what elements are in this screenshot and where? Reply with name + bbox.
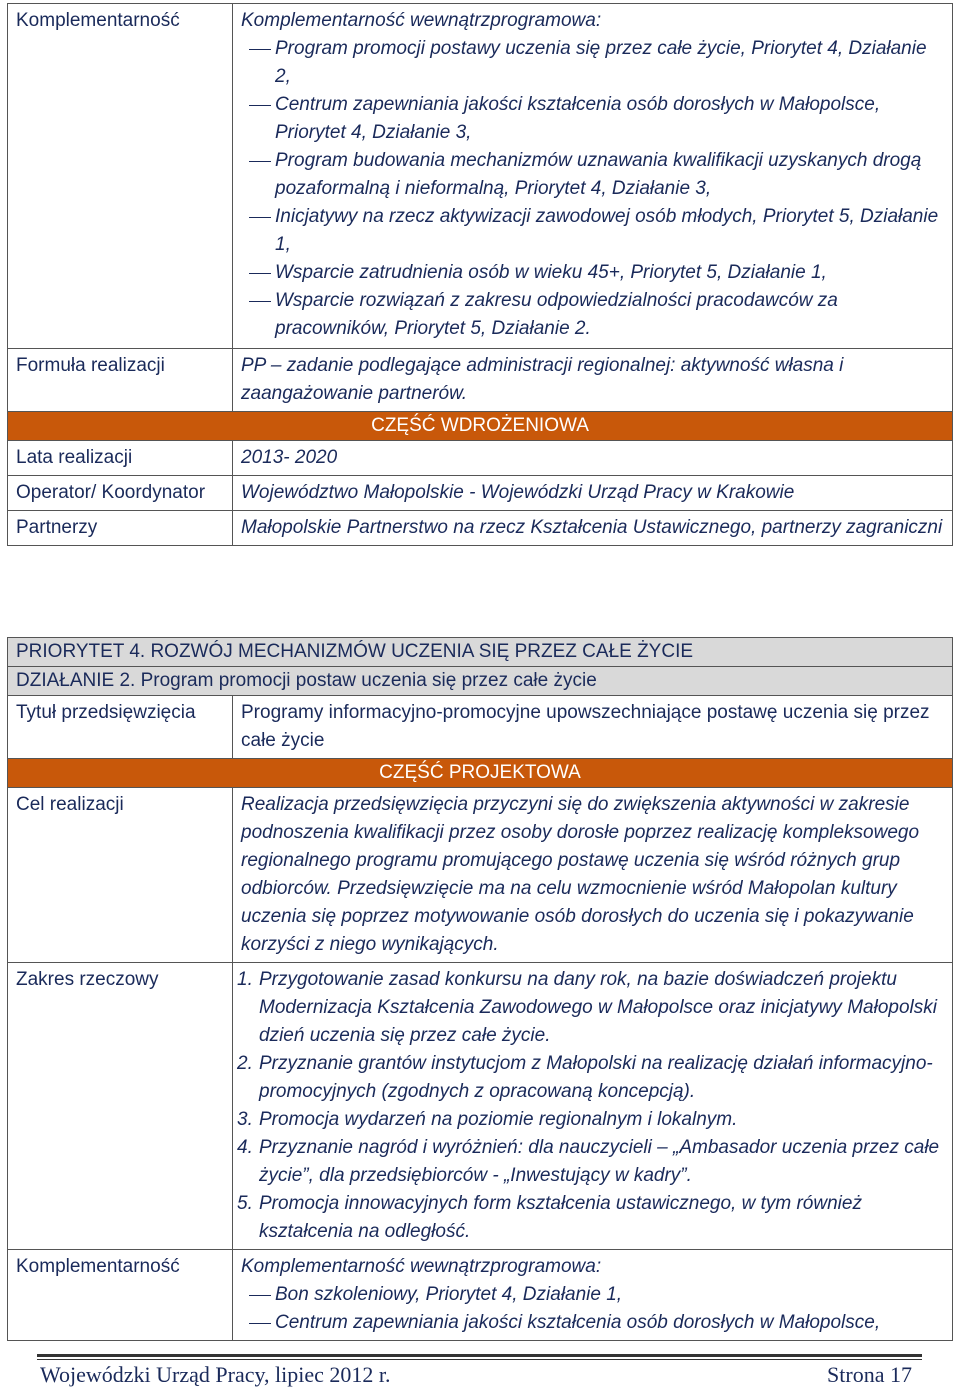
- priorytet-header: PRIORYTET 4. ROZWÓJ MECHANIZMÓW UCZENIA SIĘ PRZEZ CAŁE ŻYCIE: [8, 638, 953, 667]
- komplementarnosc-list: [241, 35, 944, 343]
- table-row: [8, 4, 953, 349]
- list-item: Centrum zapewniania jakości kształcenia osób dorosłych w Małopolsce, Priorytet 4, Działanie 3,: [241, 91, 944, 147]
- table-row: [8, 788, 953, 963]
- komplementarnosc-cell: [233, 4, 953, 349]
- formula-label: Formuła realizacji: [8, 349, 233, 412]
- list-number: 4.: [237, 1137, 253, 1158]
- footer-rule-thin: [37, 1359, 922, 1360]
- cel-label: Cel realizacji: [8, 788, 233, 963]
- table-row: [8, 963, 953, 1250]
- table-top: [7, 3, 953, 546]
- table-row: [8, 476, 953, 511]
- footer-left: Wojewódzki Urząd Pracy, lipiec 2012 r.: [40, 1362, 391, 1387]
- table-row: [8, 638, 953, 667]
- table-row: [8, 349, 953, 412]
- cel-value: Realizacja przedsięwzięcia przyczyni się do zwiększenia aktywności w zakresie podnoszenia kwalifikacji przez osoby dorosłe poprzez realizację kompleksowego regionalnego programu promującego postawę uczenia się wśród różnych grup odbiorców. Przedsięwzięcie ma na celu wzmocnienie wśród Małopolan kultury uczenia się poprzez motywowanie osób dorosłych do uczenia się i pokazywanie korzyści z niego wynikających.: [233, 788, 953, 963]
- operator-label: Operator/ Koordynator: [8, 476, 233, 511]
- komplementarnosc-heading-2: Komplementarność wewnątrzprogramowa:: [241, 1256, 602, 1277]
- table-row: [8, 667, 953, 696]
- zakres-cell: [233, 963, 953, 1250]
- list-number: 3.: [237, 1109, 253, 1130]
- list-item: [237, 1134, 944, 1190]
- list-number: 2.: [237, 1053, 253, 1074]
- list-number: 5.: [237, 1193, 253, 1214]
- komplementarnosc-label: Komplementarność: [8, 4, 233, 349]
- list-item: Bon szkoleniowy, Priorytet 4, Działanie 1,: [241, 1281, 944, 1309]
- table-bottom: [7, 637, 953, 1341]
- list-text: Przyznanie grantów instytucjom z Małopolski na realizację działań informacyjno-promocyjnych (zgodnych z opracowaną koncepcją).: [259, 1053, 933, 1102]
- zakres-list: [237, 966, 944, 1246]
- table-row: [8, 441, 953, 476]
- list-item: [237, 1050, 944, 1106]
- partnerzy-value: Małopolskie Partnerstwo na rzecz Kształcenia Ustawicznego, partnerzy zagraniczni: [233, 511, 953, 546]
- tytul-value: Programy informacyjno-promocyjne upowszechniające postawę uczenia się przez całe życie: [233, 696, 953, 759]
- table-row: [8, 412, 953, 441]
- list-text: Promocja wydarzeń na poziomie regionalnym i lokalnym.: [259, 1109, 738, 1130]
- list-item: Centrum zapewniania jakości kształcenia osób dorosłych w Małopolsce,: [241, 1309, 944, 1337]
- list-item: Program budowania mechanizmów uznawania kwalifikacji uzyskanych drogą pozaformalną i nieformalną, Priorytet 4, Działanie 3,: [241, 147, 944, 203]
- list-item: Wsparcie rozwiązań z zakresu odpowiedzialności pracodawców za pracowników, Priorytet 5, Działanie 2.: [241, 287, 944, 343]
- list-number: 1.: [237, 969, 253, 990]
- page-number: Strona 17: [827, 1362, 912, 1387]
- footer-rule: [37, 1354, 922, 1357]
- zakres-label: Zakres rzeczowy: [8, 963, 233, 1250]
- list-text: Przyznanie nagród i wyróżnień: dla nauczycieli – „Ambasador uczenia przez całe życie”, dla przedsiębiorców - „Inwestujący w kadry”.: [259, 1137, 940, 1186]
- dzialanie-header: DZIAŁANIE 2. Program promocji postaw uczenia się przez całe życie: [8, 667, 953, 696]
- list-item: [237, 1190, 944, 1246]
- komplementarnosc-label-2: Komplementarność: [8, 1250, 233, 1341]
- table-row: [8, 1250, 953, 1341]
- tytul-label: Tytuł przedsięwzięcia: [8, 696, 233, 759]
- list-item: Wsparcie zatrudnienia osób w wieku 45+, Priorytet 5, Działanie 1,: [241, 259, 944, 287]
- lata-label: Lata realizacji: [8, 441, 233, 476]
- list-text: Przygotowanie zasad konkursu na dany rok, na bazie doświadczeń projektu Modernizacja Kształcenia Zawodowego w Małopolsce oraz inicjatywy Małopolski dzień uczenia się przez całe życie.: [259, 969, 937, 1046]
- operator-value: Województwo Małopolskie - Wojewódzki Urząd Pracy w Krakowie: [233, 476, 953, 511]
- list-item: Inicjatywy na rzecz aktywizacji zawodowej osób młodych, Priorytet 5, Działanie 1,: [241, 203, 944, 259]
- table-row: [8, 511, 953, 546]
- list-item: [237, 966, 944, 1050]
- list-item: Program promocji postawy uczenia się przez całe życie, Priorytet 4, Działanie 2,: [241, 35, 944, 91]
- section-header-wdrozeniowa: CZĘŚĆ WDROŻENIOWA: [8, 412, 953, 441]
- komplementarnosc-list-2: [241, 1281, 944, 1337]
- table-row: [8, 696, 953, 759]
- table-row: [8, 759, 953, 788]
- komplementarnosc-cell-2: [233, 1250, 953, 1341]
- lata-value: 2013- 2020: [233, 441, 953, 476]
- section-header-projektowa: CZĘŚĆ PROJEKTOWA: [8, 759, 953, 788]
- list-text: Promocja innowacyjnych form kształcenia ustawicznego, w tym również kształcenia na odległość.: [259, 1193, 862, 1242]
- partnerzy-label: Partnerzy: [8, 511, 233, 546]
- komplementarnosc-heading: Komplementarność wewnątrzprogramowa:: [241, 10, 602, 31]
- formula-value: PP – zadanie podlegające administracji regionalnej: aktywność własna i zaangażowanie partnerów.: [233, 349, 953, 412]
- list-item: [237, 1106, 944, 1134]
